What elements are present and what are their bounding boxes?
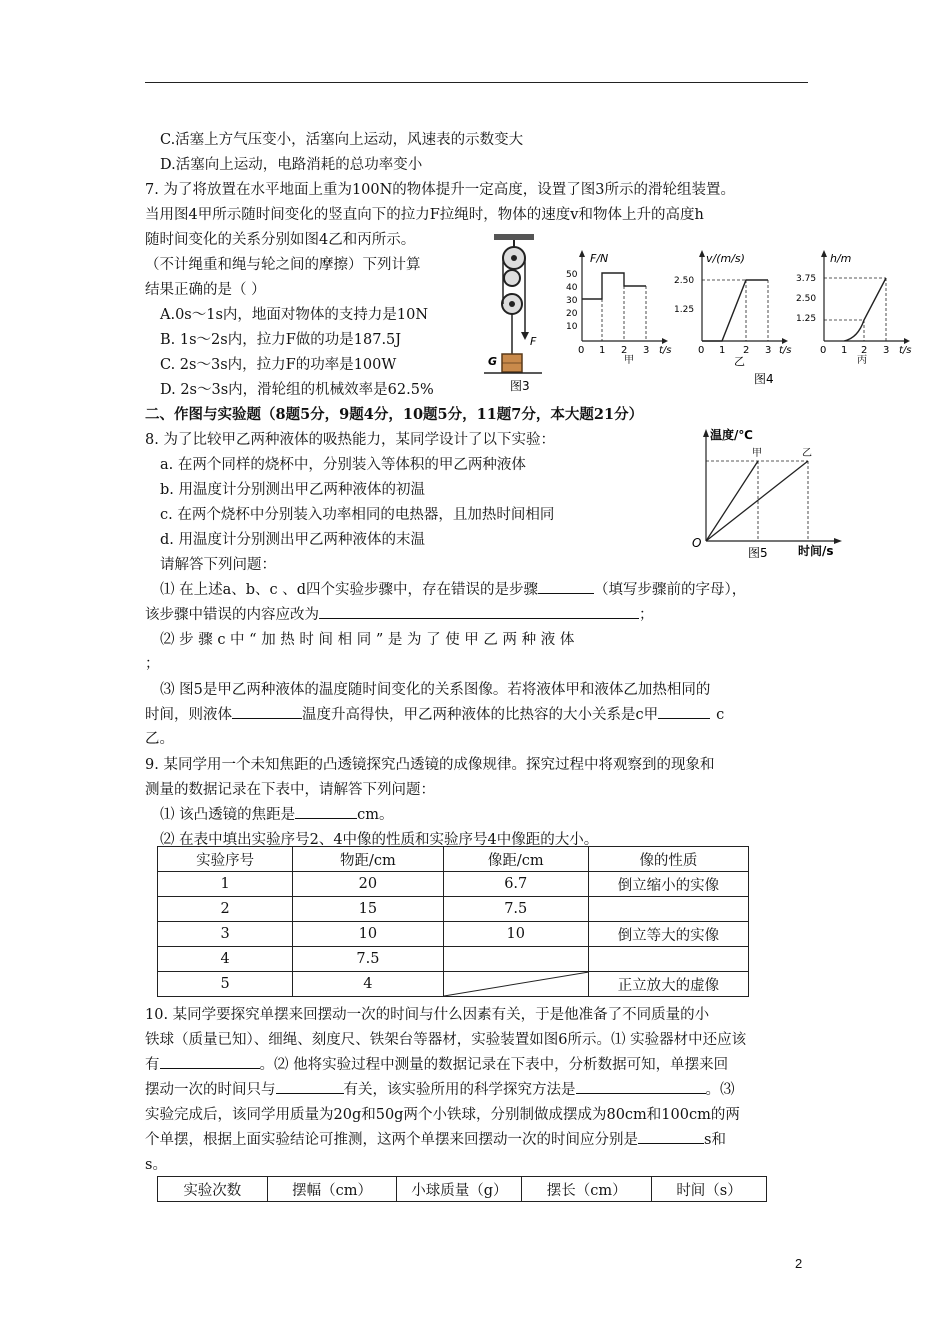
- q10-time1-blank[interactable]: [638, 1129, 704, 1144]
- q10-text: 摆动一次的时间只与: [145, 1082, 276, 1098]
- q10-equipment-blank[interactable]: [160, 1054, 260, 1069]
- table-header-cell: 时间（s）: [652, 1177, 767, 1202]
- yi-xtick: 3: [765, 345, 772, 356]
- fig5-line-yi: [706, 461, 808, 541]
- q7-option-b: B. 1s～2s内，拉力F做的功是187.5J: [160, 332, 402, 348]
- q8-p1-text2: （填写步骤前的字母），: [594, 582, 747, 598]
- q10-table-header: [158, 1177, 767, 1202]
- q8-p3-compare-blank[interactable]: [658, 704, 710, 719]
- q8-step-c: c. 在两个烧杯中分别装入功率相同的电热器，且加热时间相同: [160, 507, 555, 523]
- jia-curve: [582, 273, 646, 299]
- yi-xtick: 2: [743, 345, 750, 356]
- jia-xunit: t/s: [659, 345, 672, 356]
- q7-stem-line3: 随时间变化的关系分别如图4乙和丙所示。: [145, 232, 416, 248]
- q8-p1-text4: ；: [639, 607, 654, 623]
- bing-ytick: 3.75: [796, 274, 817, 284]
- table-cell: 4: [293, 972, 443, 997]
- graph-yi: [674, 250, 792, 368]
- figure-3-pulley: [480, 232, 560, 394]
- q8-p3-liquid-blank[interactable]: [232, 704, 302, 719]
- fig4-caption: 图4: [754, 372, 774, 386]
- q8-part3-line3: 乙。: [145, 731, 174, 747]
- q9-stem-line2: 测量的数据记录在下表中，请解答下列问题：: [145, 782, 435, 798]
- jia-ytick: 30: [566, 296, 578, 306]
- table-cell: 3: [158, 922, 293, 947]
- q8-p1-text: ⑴ 在上述a、b、c 、d四个实验步骤中，存在错误的是步骤: [160, 582, 539, 598]
- table-row: [158, 922, 749, 947]
- q10-text: 个单摆，根据上面实验结论可推测，这两个单摆来回摆动一次的时间应分别是: [145, 1132, 638, 1148]
- table-cell-answer[interactable]: [443, 947, 588, 972]
- fixed-pulley-small: [504, 270, 520, 286]
- bing-xtick: 2: [861, 345, 868, 356]
- q8-part1-line1: [160, 578, 746, 599]
- q9-part1: [160, 803, 393, 824]
- q8-part2: ⑵ 步 骤 c 中 “ 加 热 时 间 相 同 ” 是 为 了 使 甲 乙 两 种 液 体: [160, 632, 575, 648]
- table-cell: 10: [443, 922, 588, 947]
- q8-step-d: d. 用温度计分别测出甲乙两种液体的末温: [160, 532, 425, 548]
- table-cell-answer[interactable]: [588, 897, 748, 922]
- bing-ytick: 2.50: [796, 294, 817, 304]
- section-2-heading: 二、作图与实验题（8题5分，9题4分，10题5分，11题7分，本大题21分）: [145, 406, 644, 423]
- table-cell-answer[interactable]: [588, 947, 748, 972]
- yi-ytick: 1.25: [674, 305, 695, 315]
- q8-step-b: b. 用温度计分别测出甲乙两种液体的初温: [160, 482, 425, 498]
- bing-xtick: 0: [820, 345, 827, 356]
- q10-line4: [145, 1078, 735, 1099]
- bing-curve: [844, 278, 886, 341]
- q8-part2-end: ；: [145, 656, 160, 672]
- q8-p1-text3: 该步骤中错误的内容应改为: [145, 607, 319, 623]
- fig5-xlabel: 时间/s: [798, 544, 834, 558]
- fig3-caption: 图3: [510, 379, 530, 393]
- label-G: G: [488, 355, 498, 368]
- q9-p1-text2: cm。: [357, 807, 394, 823]
- q7-stem-line1: 7. 为了将放置在水平地面上重为100N的物体提升一定高度，设置了图3所示的滑轮组装置。: [145, 182, 736, 198]
- q8-stem: 8. 为了比较甲乙两种液体的吸热能力，某同学设计了以下实验：: [145, 432, 555, 448]
- table-row: [158, 972, 749, 997]
- table-cell: 20: [293, 872, 443, 897]
- yi-name: 乙: [734, 355, 745, 368]
- jia-ytick: 20: [566, 309, 578, 319]
- q8-p1-answer-blank[interactable]: [538, 579, 594, 594]
- page-number: 2: [795, 1256, 803, 1271]
- q9-table: [157, 846, 749, 997]
- figure-5-temp-time: [684, 423, 854, 558]
- table-header-cell: 物距/cm: [293, 847, 443, 872]
- table-cell: 1: [158, 872, 293, 897]
- q8-p3-text: 时间，则液体: [145, 707, 232, 723]
- table-header-cell: 摆长（cm）: [522, 1177, 652, 1202]
- q8-step-a: a. 在两个同样的烧杯中，分别装入等体积的甲乙两种液体: [160, 457, 526, 473]
- table-header-cell: 实验序号: [158, 847, 293, 872]
- q7-option-c: C. 2s～3s内，拉力F的功率是100W: [160, 357, 397, 373]
- q10-line6: [145, 1128, 726, 1149]
- table-cell: 倒立缩小的实像: [588, 872, 748, 897]
- fig5-origin: O: [692, 536, 702, 550]
- q10-line2: 铁球（质量已知）、细绳、刻度尺、铁架台等器材，实验装置如图6所示。⑴ 实验器材中还应该: [145, 1032, 747, 1048]
- fig5-caption: 图5: [748, 546, 768, 558]
- diagonal-slash: [444, 972, 589, 996]
- q10-line7: s。: [145, 1157, 167, 1173]
- q10-text: s和: [704, 1132, 726, 1148]
- table-cell: 正立放大的虚像: [588, 972, 748, 997]
- table-cell: 15: [293, 897, 443, 922]
- table-cell: 6.7: [443, 872, 588, 897]
- q8-p1-correction-blank[interactable]: [319, 604, 639, 619]
- fig5-label-jia: 甲: [752, 448, 762, 459]
- q8-p3-text2: 温度升高得快，甲乙两种液体的比热容的大小关系是c甲: [302, 707, 659, 723]
- q9-part2: ⑵ 在表中填出实验序号2、4中像的性质和实验序号4中像距的大小。: [160, 832, 599, 848]
- jia-xtick: 2: [621, 345, 628, 356]
- bing-xunit: t/s: [899, 345, 912, 356]
- fig5-ylabel: 温度/℃: [710, 428, 753, 442]
- table-header-cell: 像的性质: [588, 847, 748, 872]
- table-header-cell: 摆幅（cm）: [267, 1177, 397, 1202]
- graph-bing: [796, 250, 912, 366]
- q10-factor-blank[interactable]: [276, 1079, 344, 1094]
- fig5-label-yi: 乙: [802, 448, 812, 459]
- q7-stem-line2: 当用图4甲所示随时间变化的竖直向下的拉力F拉绳时，物体的速度v和物体上升的高度h: [145, 207, 704, 223]
- bing-ytick: 1.25: [796, 314, 817, 324]
- jia-name: 甲: [624, 355, 634, 366]
- table-cell-diagonal: [443, 972, 588, 997]
- q8-ask: 请解答下列问题：: [160, 557, 276, 573]
- table-cell: 7.5: [443, 897, 588, 922]
- q9-p1-text: ⑴ 该凸透镜的焦距是: [160, 807, 296, 823]
- table-cell: 2: [158, 897, 293, 922]
- q10-text: 有关，该实验所用的科学探究方法是: [343, 1082, 576, 1098]
- table-header-cell: 实验次数: [158, 1177, 268, 1202]
- label-F: F: [530, 335, 537, 348]
- table-header-cell: 小球质量（g）: [397, 1177, 522, 1202]
- table-cell: 倒立等大的实像: [588, 922, 748, 947]
- ceiling-mount: [494, 234, 534, 240]
- table-cell: 10: [293, 922, 443, 947]
- table-row: [158, 897, 749, 922]
- q9-table-header: [158, 847, 749, 872]
- bing-xtick: 1: [841, 345, 848, 356]
- q10-text: 有: [145, 1057, 160, 1073]
- q7-option-a: A.0s～1s内，地面对物体的支持力是10N: [160, 307, 429, 323]
- q8-part3-line1: ⑶ 图5是甲乙两种液体的温度随时间变化的关系图像。若将液体甲和液体乙加热相同的: [160, 682, 711, 698]
- table-cell: 5: [158, 972, 293, 997]
- jia-ytick: 40: [566, 283, 578, 293]
- graph-jia: [566, 250, 672, 366]
- q8-part3-line2: [145, 703, 724, 724]
- jia-ytick: 50: [566, 270, 578, 280]
- yi-xtick: 0: [698, 345, 705, 356]
- fig5-line-jia: [706, 461, 758, 541]
- q9-focal-blank[interactable]: [295, 804, 357, 819]
- bing-ylabel: h/m: [830, 252, 852, 265]
- yi-xunit: t/s: [779, 345, 792, 356]
- q6-option-c: C.活塞上方气压变小，活塞向上运动，风速表的示数变大: [160, 132, 524, 148]
- yi-curve: [702, 280, 768, 341]
- figure-4-graphs: [562, 245, 922, 390]
- q10-table: [157, 1176, 767, 1202]
- table-row: [158, 947, 749, 972]
- q10-text: 。⑵ 他将实验过程中测量的数据记录在下表中，分析数据可知，单摆来回: [259, 1057, 729, 1073]
- jia-xtick: 1: [599, 345, 606, 356]
- jia-ytick: 10: [566, 322, 578, 332]
- jia-xtick: 3: [643, 345, 650, 356]
- yi-ytick: 2.50: [674, 276, 695, 286]
- table-cell: 7.5: [293, 947, 443, 972]
- q10-method-blank[interactable]: [576, 1079, 706, 1094]
- q7-stem-line4: （不计绳重和绳与轮之间的摩擦）下列计算: [145, 257, 421, 273]
- bing-xtick: 3: [883, 345, 890, 356]
- q7-option-d: D. 2s～3s内，滑轮组的机械效率是62.5%: [160, 382, 434, 398]
- jia-ylabel: F/N: [590, 252, 609, 265]
- table-row: [158, 872, 749, 897]
- bing-name: 丙: [857, 355, 867, 366]
- yi-xtick: 1: [719, 345, 726, 356]
- table-header-cell: 像距/cm: [443, 847, 588, 872]
- q10-text: 。⑶: [705, 1082, 735, 1098]
- table-cell: 4: [158, 947, 293, 972]
- q10-line5: 实验完成后，该同学用质量为20g和50g两个小铁球，分别制做成摆成为80cm和100cm的两: [145, 1107, 740, 1123]
- q10-line1: 10. 某同学要探究单摆来回摆动一次的时间与什么因素有关，于是他准备了不同质量的小: [145, 1007, 710, 1023]
- q8-part1-line2: [145, 603, 654, 624]
- q6-option-d: D.活塞向上运动，电路消耗的总功率变小: [160, 157, 423, 173]
- jia-xtick: 0: [578, 345, 585, 356]
- header-rule: [145, 82, 808, 83]
- q9-stem-line1: 9. 某同学用一个未知焦距的凸透镜探究凸透镜的成像规律。探究过程中将观察到的现象和: [145, 757, 715, 773]
- q10-line3: [145, 1053, 728, 1074]
- yi-ylabel: v/(m/s): [706, 252, 745, 265]
- q8-p3-text3: c: [716, 707, 725, 723]
- q7-stem-line5: 结果正确的是（ ）: [145, 282, 266, 298]
